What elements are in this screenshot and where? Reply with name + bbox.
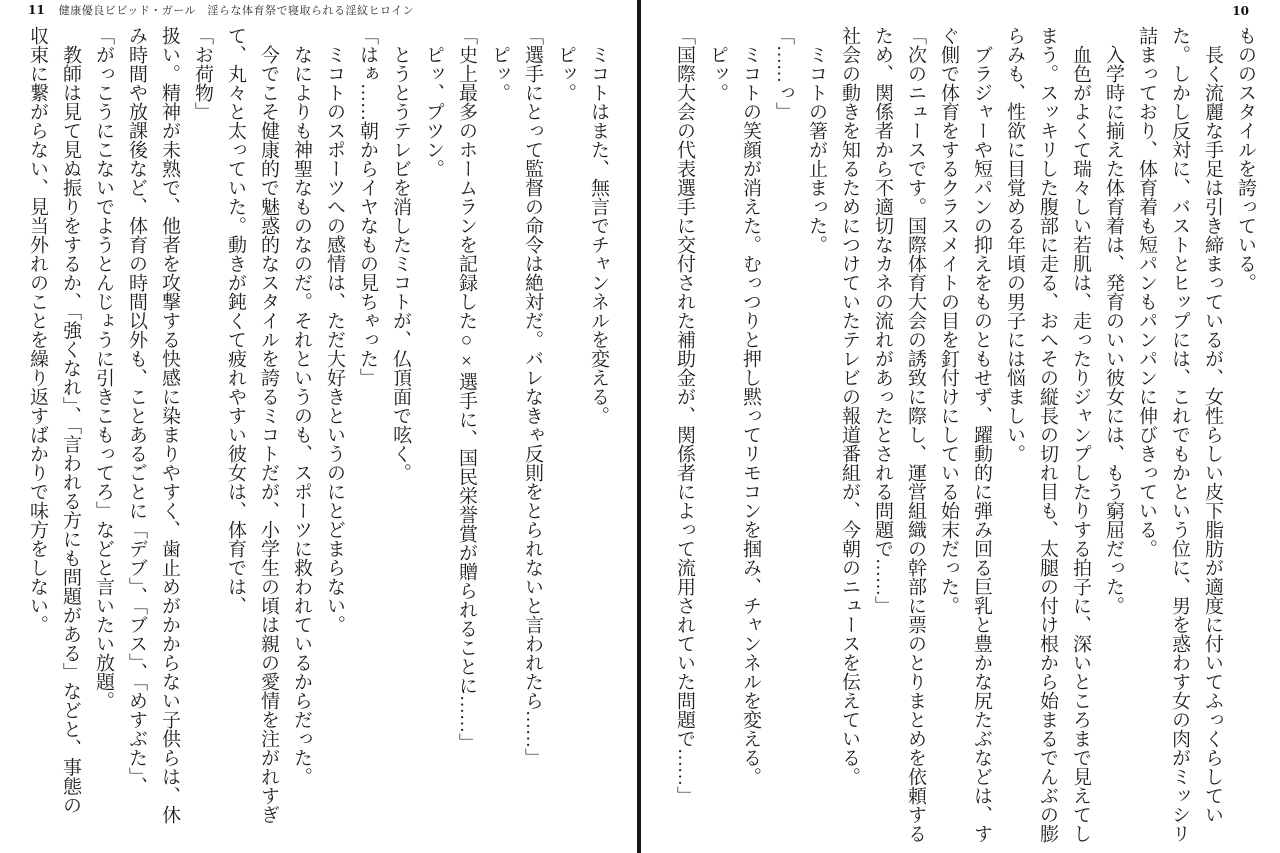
right-page-text [668, 26, 1262, 850]
text-line: 扱い。精神が未熟で、他者を攻撃する快感に染まりやすく、歯止めがかからない子供らは、休 [159, 26, 180, 824]
page-number-left: 11 [28, 3, 45, 17]
text-line: なによりも神聖なものなのだ。それというのも、スポーツに救われているからだった。 [291, 26, 312, 786]
text-line: 「次のニュースです。国際体育大会の誘致に際し、運営組織の幹部に票のとりまとめを依頼する [905, 26, 926, 843]
text-line: ピッ。 [489, 26, 510, 102]
text-line: ため、関係者から不適切なカネの流れがあったとされる問題で……」 [872, 26, 893, 615]
text-line: 「がっこうにこないでようとんじょうに引きこもってろ」などと言いたい放題。 [93, 26, 114, 710]
right-page-header [1232, 2, 1249, 20]
text-line: ブラジャーや短パンの抑えをものともせず、躍動的に弾み回る巨乳と豊かな尻たぶなどは、す [971, 26, 992, 843]
text-line: 収束に繋がらない、見当外れのことを繰り返すばかりで味方をしない。 [27, 26, 48, 634]
text-line: た。しかし反対に、バストとヒップには、これでもかという位に、男を惑わす女の肉がミッシリ [1169, 26, 1190, 843]
text-line: 「お荷物」 [192, 26, 213, 121]
text-line: まう。スッキリした腹部に走る、おへその縦長の切れ目も、太腿の付け根から始まるでんぶの膨 [1037, 26, 1058, 843]
page-number-right: 10 [1232, 4, 1249, 18]
text-line: ピッ。 [707, 26, 728, 102]
text-line: 「はぁ……朝からイヤなもの見ちゃった」 [357, 26, 378, 387]
text-line: 詰まっており、体育着も短パンもパンパンに伸びきっている。 [1136, 26, 1157, 558]
text-line: らみも、性欲に目覚める年頃の男子には悩ましい。 [1004, 26, 1025, 463]
text-line: 今でこそ健康的で魅惑的なスタイルを誇るミコトだが、小学生の頃は親の愛情を注がれすぎ [258, 26, 279, 824]
text-line: 「国際大会の代表選手に交付された補助金が、関係者によって流用されていた問題で……」 [674, 26, 695, 805]
running-title: 健康優良ビビッド・ガール 淫らな体育祭で寝取られる淫紋ヒロイン [58, 5, 415, 17]
text-line: ミコトはまた、無言でチャンネルを変える。 [588, 26, 609, 425]
text-line: 「……っ」 [773, 26, 794, 121]
text-line: み時間や放課後など、体育の時間以外も、ことあるごとに「デブ」、「ブス」、「めすぶた」、 [126, 26, 147, 796]
text-line: ミコトの笑顔が消えた。むっつりと押し黙ってリモコンを掴み、チャンネルを変える。 [740, 26, 761, 786]
text-line: ピッ、プツン。 [423, 26, 444, 178]
text-line: 「史上最多のホームランを記録した○×選手に、国民栄誉賞が贈られることに……」 [456, 26, 477, 752]
left-page-text [21, 26, 615, 850]
text-line: ピッ。 [555, 26, 576, 102]
text-line: 血色がよくて瑞々しい若肌は、走ったりジャンプしたりする拍子に、深いところまで見えてし [1070, 26, 1091, 843]
text-line: 「選手にとって監督の命令は絶対だ。バレなきゃ反則をとられないと言われたら……」 [522, 26, 543, 767]
text-line: ミコトのスポーツへの感情は、ただ大好きというのにとどまらない。 [324, 26, 345, 634]
text-line: 社会の動きを知るためにつけていたテレビの報道番組が、今朝のニュースを伝えている。 [839, 26, 860, 786]
page-gutter-divider [637, 0, 641, 853]
left-page-header [28, 2, 414, 18]
text-line: 長く流麗な手足は引き締まっているが、女性らしい皮下脂肪が適度に付いてふっくらしてい [1202, 26, 1223, 824]
text-line: とうとうテレビを消したミコトが、仏頂面で呟く。 [390, 26, 411, 482]
text-line: ミコトの箸が止まった。 [806, 26, 827, 254]
text-line: 入学時に揃えた体育着は、発育のいい彼女には、もう窮屈だった。 [1103, 26, 1124, 615]
text-line: ぐ側で体育をするクラスメイトの目を釘付けにしている始末だった。 [938, 26, 959, 615]
text-line: 教師は見て見ぬ振りをするか、「強くなれ」、「言われる方にも問題がある」などと、事態の [60, 26, 81, 815]
text-line: もののスタイルを誇っている。 [1235, 26, 1256, 292]
text-line: て、丸々と太っていた。動きが鈍くて疲れやすい彼女は、体育では、 [225, 26, 246, 615]
